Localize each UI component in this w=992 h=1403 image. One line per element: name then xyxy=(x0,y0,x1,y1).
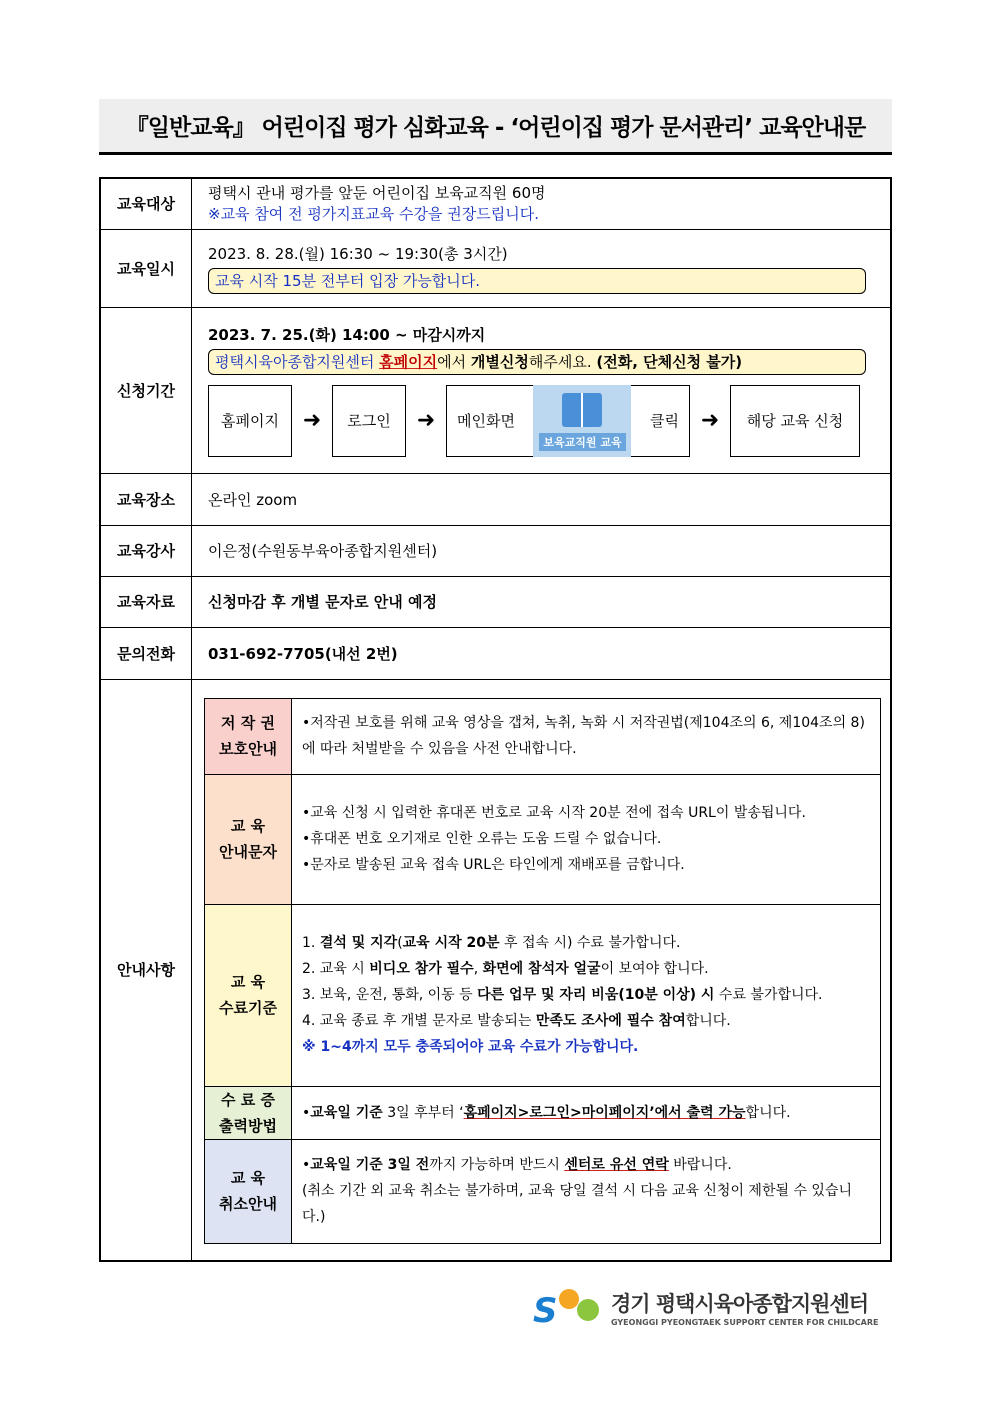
criteria-item-4 xyxy=(302,1008,872,1034)
phone-value: 031-692-7705(내선 2번) xyxy=(192,627,892,679)
copyright-label-1: 저 작 권 xyxy=(221,714,275,732)
step-login: 로그인 xyxy=(332,385,406,457)
teacher-education-banner xyxy=(533,385,631,457)
t: ( xyxy=(397,935,403,951)
t: 교육일 기준 xyxy=(310,1104,383,1121)
logo-name: 경기 평택시육아종합지원센터 xyxy=(611,1291,869,1316)
criteria-note: ※ 1~4까지 모두 충족되어야 교육 수료가 가능합니다. xyxy=(302,1039,639,1055)
logo-sub: GYEONGGI PYEONGTAEK SUPPORT CENTER FOR CHILDCARE xyxy=(611,1317,879,1327)
step-apply: 해당 교육 신청 xyxy=(730,385,860,457)
step-main-label: 메인화면 xyxy=(457,412,515,430)
criteria-item-1 xyxy=(302,930,872,956)
lecturer-value: 이은정(수원동부육아종합지원센터) xyxy=(192,525,892,576)
datetime-text: 2023. 8. 28.(월) 16:30 ~ 19:30(총 3시간) xyxy=(208,244,508,263)
criteria-item-2 xyxy=(302,956,872,982)
logo-icon: S xyxy=(533,1285,605,1329)
center-logo xyxy=(533,1285,883,1329)
cancel-label-2: 취소안내 xyxy=(219,1195,277,1213)
sms-label-1: 교 육 xyxy=(230,817,266,835)
step-main xyxy=(446,385,690,457)
place-value: 온라인 zoom xyxy=(192,473,892,525)
label-material: 교육자료 xyxy=(100,576,192,627)
step-click-label: 클릭 xyxy=(650,412,679,430)
arrow-icon: ➜ xyxy=(416,408,436,433)
target-text: 평택시 관내 평가를 앞둔 어린이집 보육교직원 60명 xyxy=(208,183,546,202)
target-note: ※교육 참여 전 평가지표교육 수강을 권장드립니다. xyxy=(208,204,539,223)
t: 센터로 유선 연락 xyxy=(564,1157,669,1173)
apply-note-individual: 개별신청 xyxy=(470,352,529,371)
row-notice xyxy=(100,679,891,1261)
t: 1. xyxy=(302,935,320,951)
t: 화면에 참석자 얼굴 xyxy=(482,961,601,977)
apply-note-center: 평택시육아종합지원센터 xyxy=(215,352,380,371)
notice-criteria xyxy=(205,904,881,1086)
apply-note-e: 해주세요. xyxy=(528,352,597,371)
notice-cancel xyxy=(205,1139,881,1243)
label-apply: 신청기간 xyxy=(100,307,192,473)
notice-certificate xyxy=(205,1086,881,1139)
sms-label-2: 안내문자 xyxy=(219,843,277,861)
datetime-note: 교육 시작 15분 전부터 입장 가능합니다. xyxy=(208,268,866,294)
t: 후 접속 시) 수료 불가합니다. xyxy=(499,935,681,951)
certificate-text xyxy=(292,1086,881,1139)
t: 홈페이지>로그인>마이페이지’에서 출력 가능 xyxy=(463,1104,746,1121)
t: 바랍니다. xyxy=(668,1157,732,1173)
material-value: 신청마감 후 개별 문자로 안내 예정 xyxy=(192,576,892,627)
t: 이 보여야 합니다. xyxy=(600,961,709,977)
label-lecturer: 교육강사 xyxy=(100,525,192,576)
t: • xyxy=(302,1157,311,1173)
row-apply xyxy=(100,307,891,473)
copyright-text: •저작권 보호를 위해 교육 영상을 갭쳐, 녹취, 녹화 시 저작권법(제104조의 6, 제104조의 8)에 따라 처벌받을 수 있음을 사전 안내합니다. xyxy=(292,698,881,774)
criteria-label-1: 교 육 xyxy=(230,973,266,991)
t: 3. 보육, 운전, 통화, 이동 등 xyxy=(302,987,478,1003)
label-phone: 문의전화 xyxy=(100,627,192,679)
row-phone xyxy=(100,627,891,679)
row-material xyxy=(100,576,891,627)
criteria-item-3 xyxy=(302,982,872,1008)
arrow-icon: ➜ xyxy=(302,408,322,433)
t: , xyxy=(473,961,483,977)
t: 까지 가능하며 반드시 xyxy=(429,1157,565,1173)
book-icon xyxy=(562,393,602,427)
cancel-line-2: (취소 기간 외 교육 취소는 불가하며, 교육 당일 결석 시 다음 교육 신청이 제한될 수 있습니다.) xyxy=(302,1183,853,1225)
cancel-label-1: 교 육 xyxy=(230,1169,266,1187)
label-notice: 안내사항 xyxy=(100,679,192,1261)
t: 2. 교육 시 xyxy=(302,961,370,977)
apply-note xyxy=(208,349,866,375)
label-datetime: 교육일시 xyxy=(100,229,192,307)
t: 다른 업무 및 자리 비움(10분 이상) 시 xyxy=(477,987,715,1003)
apply-note-c: 에서 xyxy=(437,352,471,371)
row-lecturer xyxy=(100,525,891,576)
t: 4. 교육 종료 후 개별 문자로 발송되는 xyxy=(302,1013,536,1029)
t: 수료 불가합니다. xyxy=(714,987,823,1003)
t: 3일 후부터 ‘ xyxy=(382,1104,464,1121)
step-homepage: 홈페이지 xyxy=(208,385,292,457)
page-title: 『일반교육』 어린이집 평가 심화교육 - ‘어린이집 평가 문서관리’ 교육안내문 xyxy=(125,115,866,141)
notice-sms xyxy=(205,774,881,904)
t: • xyxy=(302,1104,311,1121)
page-title-bar xyxy=(99,99,892,155)
criteria-label-2: 수료기준 xyxy=(219,999,277,1017)
certificate-label-2: 출력방법 xyxy=(219,1116,277,1135)
row-datetime xyxy=(100,229,891,307)
apply-note-restriction: (전화, 단체신청 불가) xyxy=(596,352,743,371)
t: 만족도 조사에 필수 참여 xyxy=(535,1013,686,1029)
t: 결석 및 지각 xyxy=(319,935,398,951)
t: 교육일 기준 3일 전 xyxy=(310,1157,430,1173)
notice-copyright xyxy=(205,698,881,774)
row-place xyxy=(100,473,891,525)
certificate-label-1: 수 료 증 xyxy=(221,1090,275,1109)
apply-period: 2023. 7. 25.(화) 14:00 ~ 마감시까지 xyxy=(208,325,486,344)
label-target: 교육대상 xyxy=(100,178,192,229)
row-target xyxy=(100,178,891,229)
info-table xyxy=(99,177,892,1262)
t: 비디오 참가 필수 xyxy=(369,961,474,977)
sms-bullet-2: •휴대폰 번호 오기재로 인한 오류는 도움 드릴 수 없습니다. xyxy=(302,831,662,847)
arrow-icon: ➜ xyxy=(700,408,720,433)
label-place: 교육장소 xyxy=(100,473,192,525)
sms-bullet-1: •교육 신청 시 입력한 휴대폰 번호로 교육 시작 20분 전에 접속 URL이 발송됩니다. xyxy=(302,805,806,821)
copyright-label-2: 보호안내 xyxy=(219,740,277,758)
sms-bullet-3: •문자로 발송된 교육 접속 URL은 타인에게 재배포를 금합니다. xyxy=(302,857,685,873)
apply-steps xyxy=(208,385,890,457)
banner-caption: 보육교직원 교육 xyxy=(539,433,625,451)
t: 합니다. xyxy=(745,1104,791,1121)
cancel-line-1 xyxy=(302,1152,872,1178)
t: 교육 시작 20분 xyxy=(402,935,500,951)
notice-table xyxy=(204,698,881,1244)
apply-note-homepage: 홈페이지 xyxy=(379,352,438,371)
t: 합니다. xyxy=(685,1013,731,1029)
